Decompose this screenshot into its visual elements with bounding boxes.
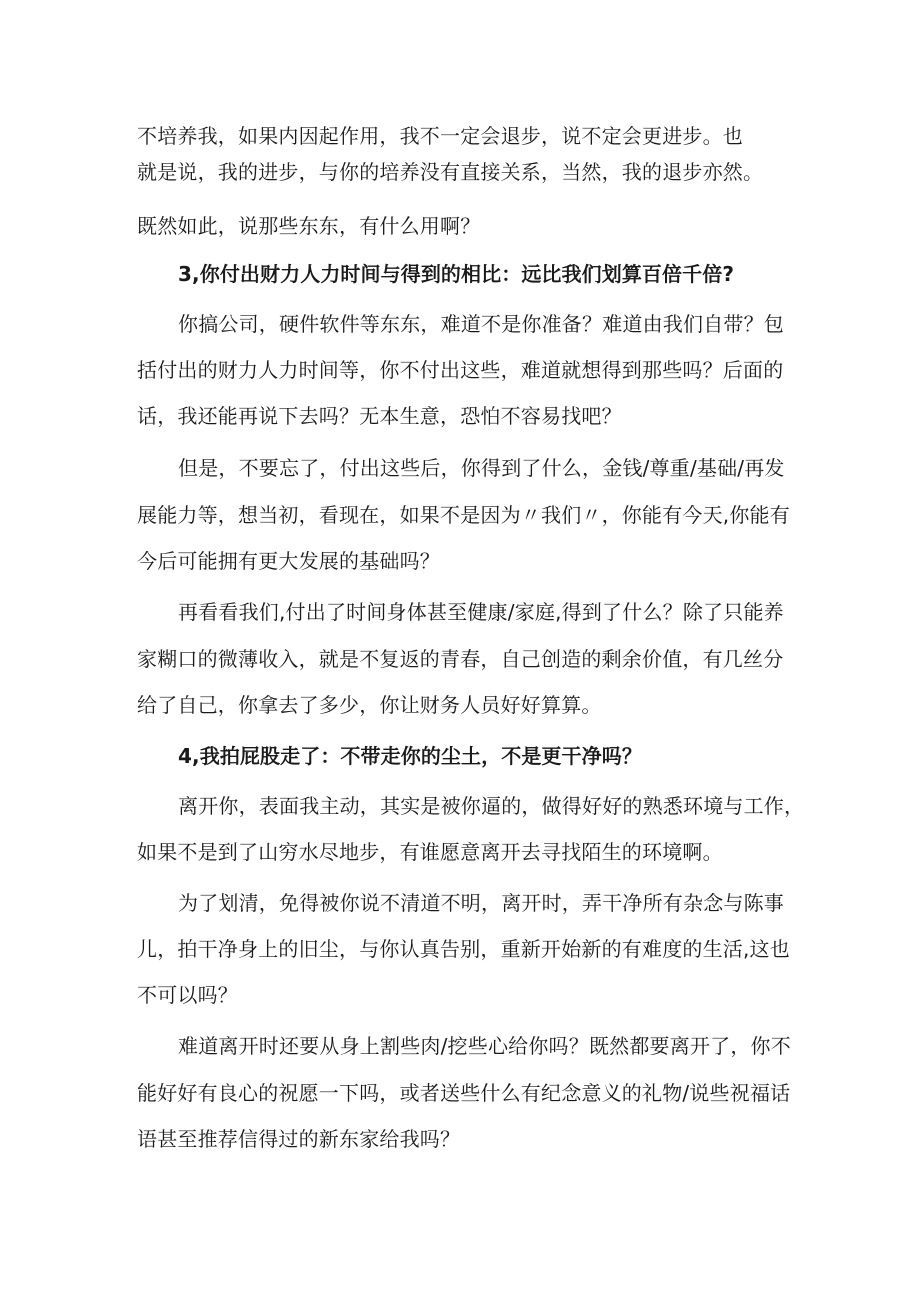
s3-p3-line-3: 给了自己，你拿去了多少，你让财务人员好好算算。 [137,693,602,717]
s3-p1-line-3: 话，我还能再说下去吗？无本生意，恐怕不容易找吧？ [137,404,622,428]
s3-p1-line-2: 括付出的财力人力时间等，你不付出这些，难道就想得到那些吗？后面的 [137,358,784,382]
s3-p3-line-1: 再看看我们,付出了时间身体甚至健康/家庭,得到了什么？除了只能养 [178,600,784,624]
s3-p1-line-1: 你搞公司，硬件软件等东东，难道不是你准备？难道由我们自带？包 [178,312,784,336]
s3-p3-line-2: 家糊口的微薄收入，就是不复返的青春，自己创造的剩余价值，有几丝分 [137,647,784,671]
s4-p1-line-2: 如果不是到了山穷水尽地步，有谁愿意离开去寻找陌生的环境啊。 [137,840,723,864]
s3-p2-line-2: 展能力等，想当初，看现在，如果不是因为〃我们〃，你能有今天,你能有 [137,503,790,527]
s3-p2-line-1: 但是，不要忘了，付出这些后，你得到了什么，金钱/尊重/基础/再发 [178,456,785,480]
s3-p2-line-3: 今后可能拥有更大发展的基础吗？ [137,549,440,573]
s4-p3-line-1: 难道离开时还要从身上割些肉/挖些心给你吗？既然都要离开了，你不 [178,1034,791,1058]
s4-p1-line-1: 离开你，表面我主动，其实是被你逼的，做得好好的熟悉环境与工作， [178,794,805,818]
s4-p3-line-2: 能好好有良心的祝愿一下吗，或者送些什么有纪念意义的礼物/说些祝福话 [137,1081,791,1105]
s4-p2-line-2: 儿，拍干净身上的旧尘，与你认真告别，重新开始新的有难度的生活,这也 [137,937,790,961]
intro-line-2: 就是说，我的进步，与你的培养没有直接关系，当然，我的退步亦然。 [137,160,764,184]
intro-closing: 既然如此，说那些东东，有什么用啊？ [137,214,481,238]
s4-p2-line-3: 不可以吗？ [137,983,238,1007]
section4-heading: 4,我拍屁股走了：不带走你的尘土，不是更干净吗？ [178,744,642,768]
s4-p3-line-3: 语甚至推荐信得过的新东家给我吗？ [137,1127,461,1151]
s4-p2-line-1: 为了划清，免得被你说不清道不明，离开时，弄干净所有杂念与陈事 [178,891,784,915]
intro-line-1: 不培养我，如果内因起作用，我不一定会退步，说不定会更进步。也 [137,124,743,148]
section3-heading: 3,你付出财力人力时间与得到的相比：远比我们划算百倍千倍? [178,262,735,286]
